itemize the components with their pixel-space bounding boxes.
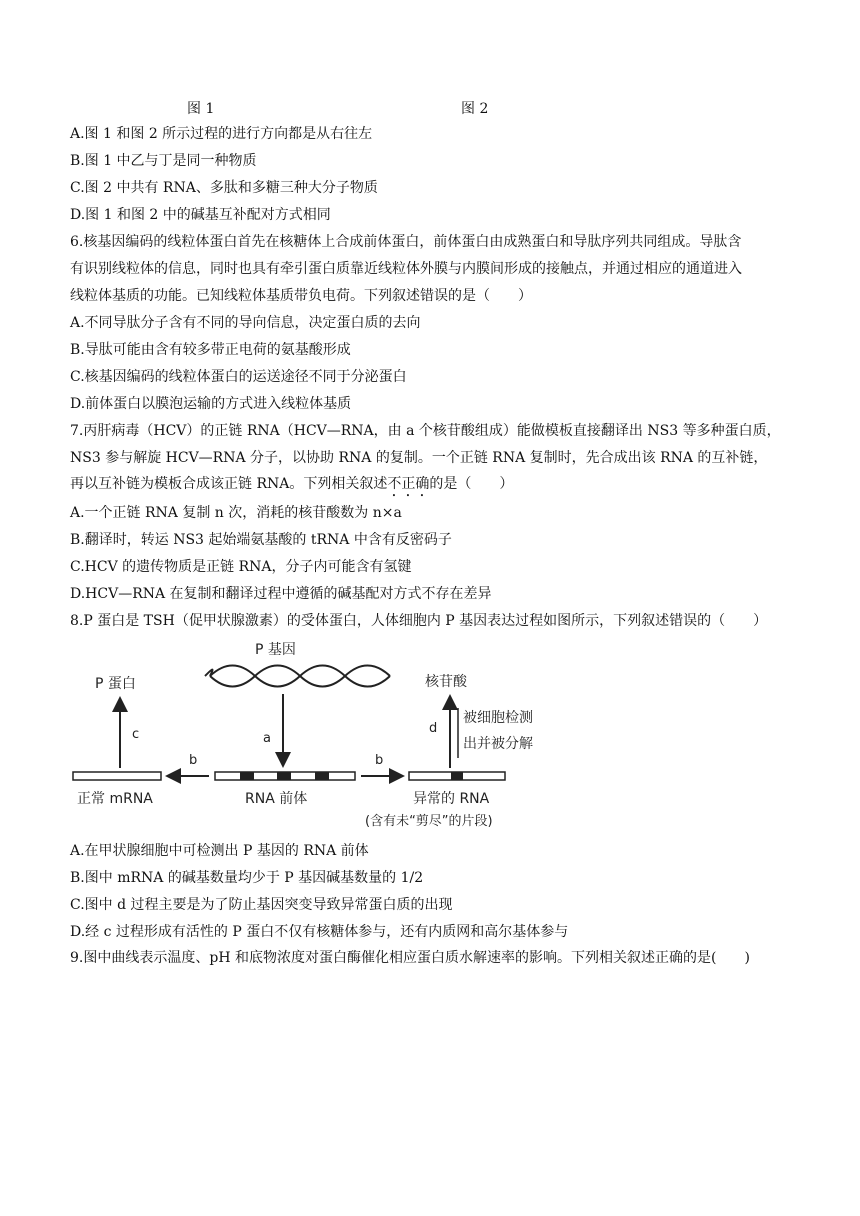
figure-1-caption: 图 1: [187, 101, 215, 117]
detection-note-line1: 被细胞检测: [463, 710, 533, 726]
q6-option-d: D.前体蛋白以膜泡运输的方式进入线粒体基质: [70, 396, 352, 412]
q5-option-b: B.图 1 中乙与丁是同一种物质: [70, 153, 257, 169]
q7-option-d: D.HCV—RNA 在复制和翻译过程中遵循的碱基配对方式不存在差异: [70, 586, 492, 602]
label-d: d: [429, 721, 438, 736]
q7-option-b: B.翻译时，转运 NS3 起始端氨基酸的 tRNA 中含有反密码子: [70, 532, 452, 548]
q7-stem-line: [70, 474, 795, 500]
q8-option-b: B.图中 mRNA 的碱基数量均少于 P 基因碱基数量的 1/2: [70, 870, 424, 886]
abnormal-rna-note: (含有未“剪尽”的片段): [365, 814, 493, 829]
label-b-right: b: [375, 753, 384, 768]
q6-option-c: C.核基因编码的线粒体蛋白的运送途径不同于分泌蛋白: [70, 369, 407, 385]
q9-stem: 9.图中曲线表示温度、pH 和底物浓度对蛋白酶催化相应蛋白质水解速率的影响。下列相关叙述正确的是( ): [70, 950, 750, 966]
label-b-left: b: [189, 753, 198, 768]
abnormal-rna-label: 异常的 RNA: [413, 791, 490, 807]
rna-precursor-bar: [215, 772, 355, 780]
p-protein-label: P 蛋白: [95, 676, 136, 692]
q5-option-c: C.图 2 中共有 RNA、多肽和多糖三种大分子物质: [70, 180, 378, 196]
detection-note-line2: 出并被分解: [463, 736, 533, 752]
q6-stem-line: 6.核基因编码的线粒体蛋白首先在核糖体上合成前体蛋白，前体蛋白由成熟蛋白和导肽序列共同组成。导肽含: [70, 234, 742, 250]
q6-stem-line: 线粒体基质的功能。已知线粒体基质带负电荷。下列叙述错误的是（ ）: [70, 288, 532, 304]
q7-emphasis-text: 不正确: [387, 476, 430, 492]
figure-2-caption: 图 2: [461, 101, 489, 117]
q7-stem-line: NS3 参与解旋 HCV—RNA 分子，以协助 RNA 的复制。一个正链 RNA 复制时，先合成出该 RNA 的互补链，: [70, 450, 768, 466]
normal-mrna-label: 正常 mRNA: [77, 791, 153, 807]
abnormal-rna-bar: [409, 772, 505, 780]
rna-precursor-label: RNA 前体: [245, 791, 308, 807]
q8-option-d: D.经 c 过程形成有活性的 P 蛋白不仅有核糖体参与，还有内质网和高尔基体参与: [70, 924, 569, 940]
q8-option-a: A.在甲状腺细胞中可检测出 P 基因的 RNA 前体: [70, 843, 369, 859]
q8-stem: 8.P 蛋白是 TSH（促甲状腺激素）的受体蛋白，人体细胞内 P 基因表达过程如图所示，下列叙述错误的（ ）: [70, 613, 768, 629]
dna-helix-icon: [205, 666, 390, 687]
p-gene-label: P 基因: [255, 642, 296, 658]
q7-stem-text: 的是（ ）: [429, 476, 514, 492]
q7-option-c: C.HCV 的遗传物质是正链 RNA，分子内可能含有氢键: [70, 559, 412, 575]
q7-option-a: A.一个正链 RNA 复制 n 次，消耗的核苷酸数为 n×a: [70, 505, 402, 521]
q7-stem-text: 再以互补链为模板合成该正链 RNA。下列相关叙述: [70, 476, 388, 492]
q8-option-c: C.图中 d 过程主要是为了防止基因突变导致异常蛋白质的出现: [70, 897, 453, 913]
p-gene-expression-diagram: [65, 636, 565, 836]
label-a: a: [263, 731, 271, 746]
label-c: c: [132, 727, 140, 742]
normal-mrna-bar: [73, 772, 161, 780]
q6-option-b: B.导肽可能由含有较多带正电荷的氨基酸形成: [70, 342, 351, 358]
q5-option-a: A.图 1 和图 2 所示过程的进行方向都是从右往左: [70, 126, 373, 142]
q6-option-a: A.不同导肽分子含有不同的导向信息，决定蛋白质的去向: [70, 315, 421, 331]
q7-stem-line: 7.丙肝病毒（HCV）的正链 RNA（HCV—RNA，由 a 个核苷酸组成）能做模板直接翻译出 NS3 等多种蛋白质，: [70, 423, 781, 439]
q6-stem-line: 有识别线粒体的信息，同时也具有牵引蛋白质靠近线粒体外膜与内膜间形成的接触点，并通过相应的通道进入: [70, 261, 742, 277]
nucleotide-label: 核苷酸: [425, 674, 467, 690]
q5-option-d: D.图 1 和图 2 中的碱基互补配对方式相同: [70, 207, 331, 223]
